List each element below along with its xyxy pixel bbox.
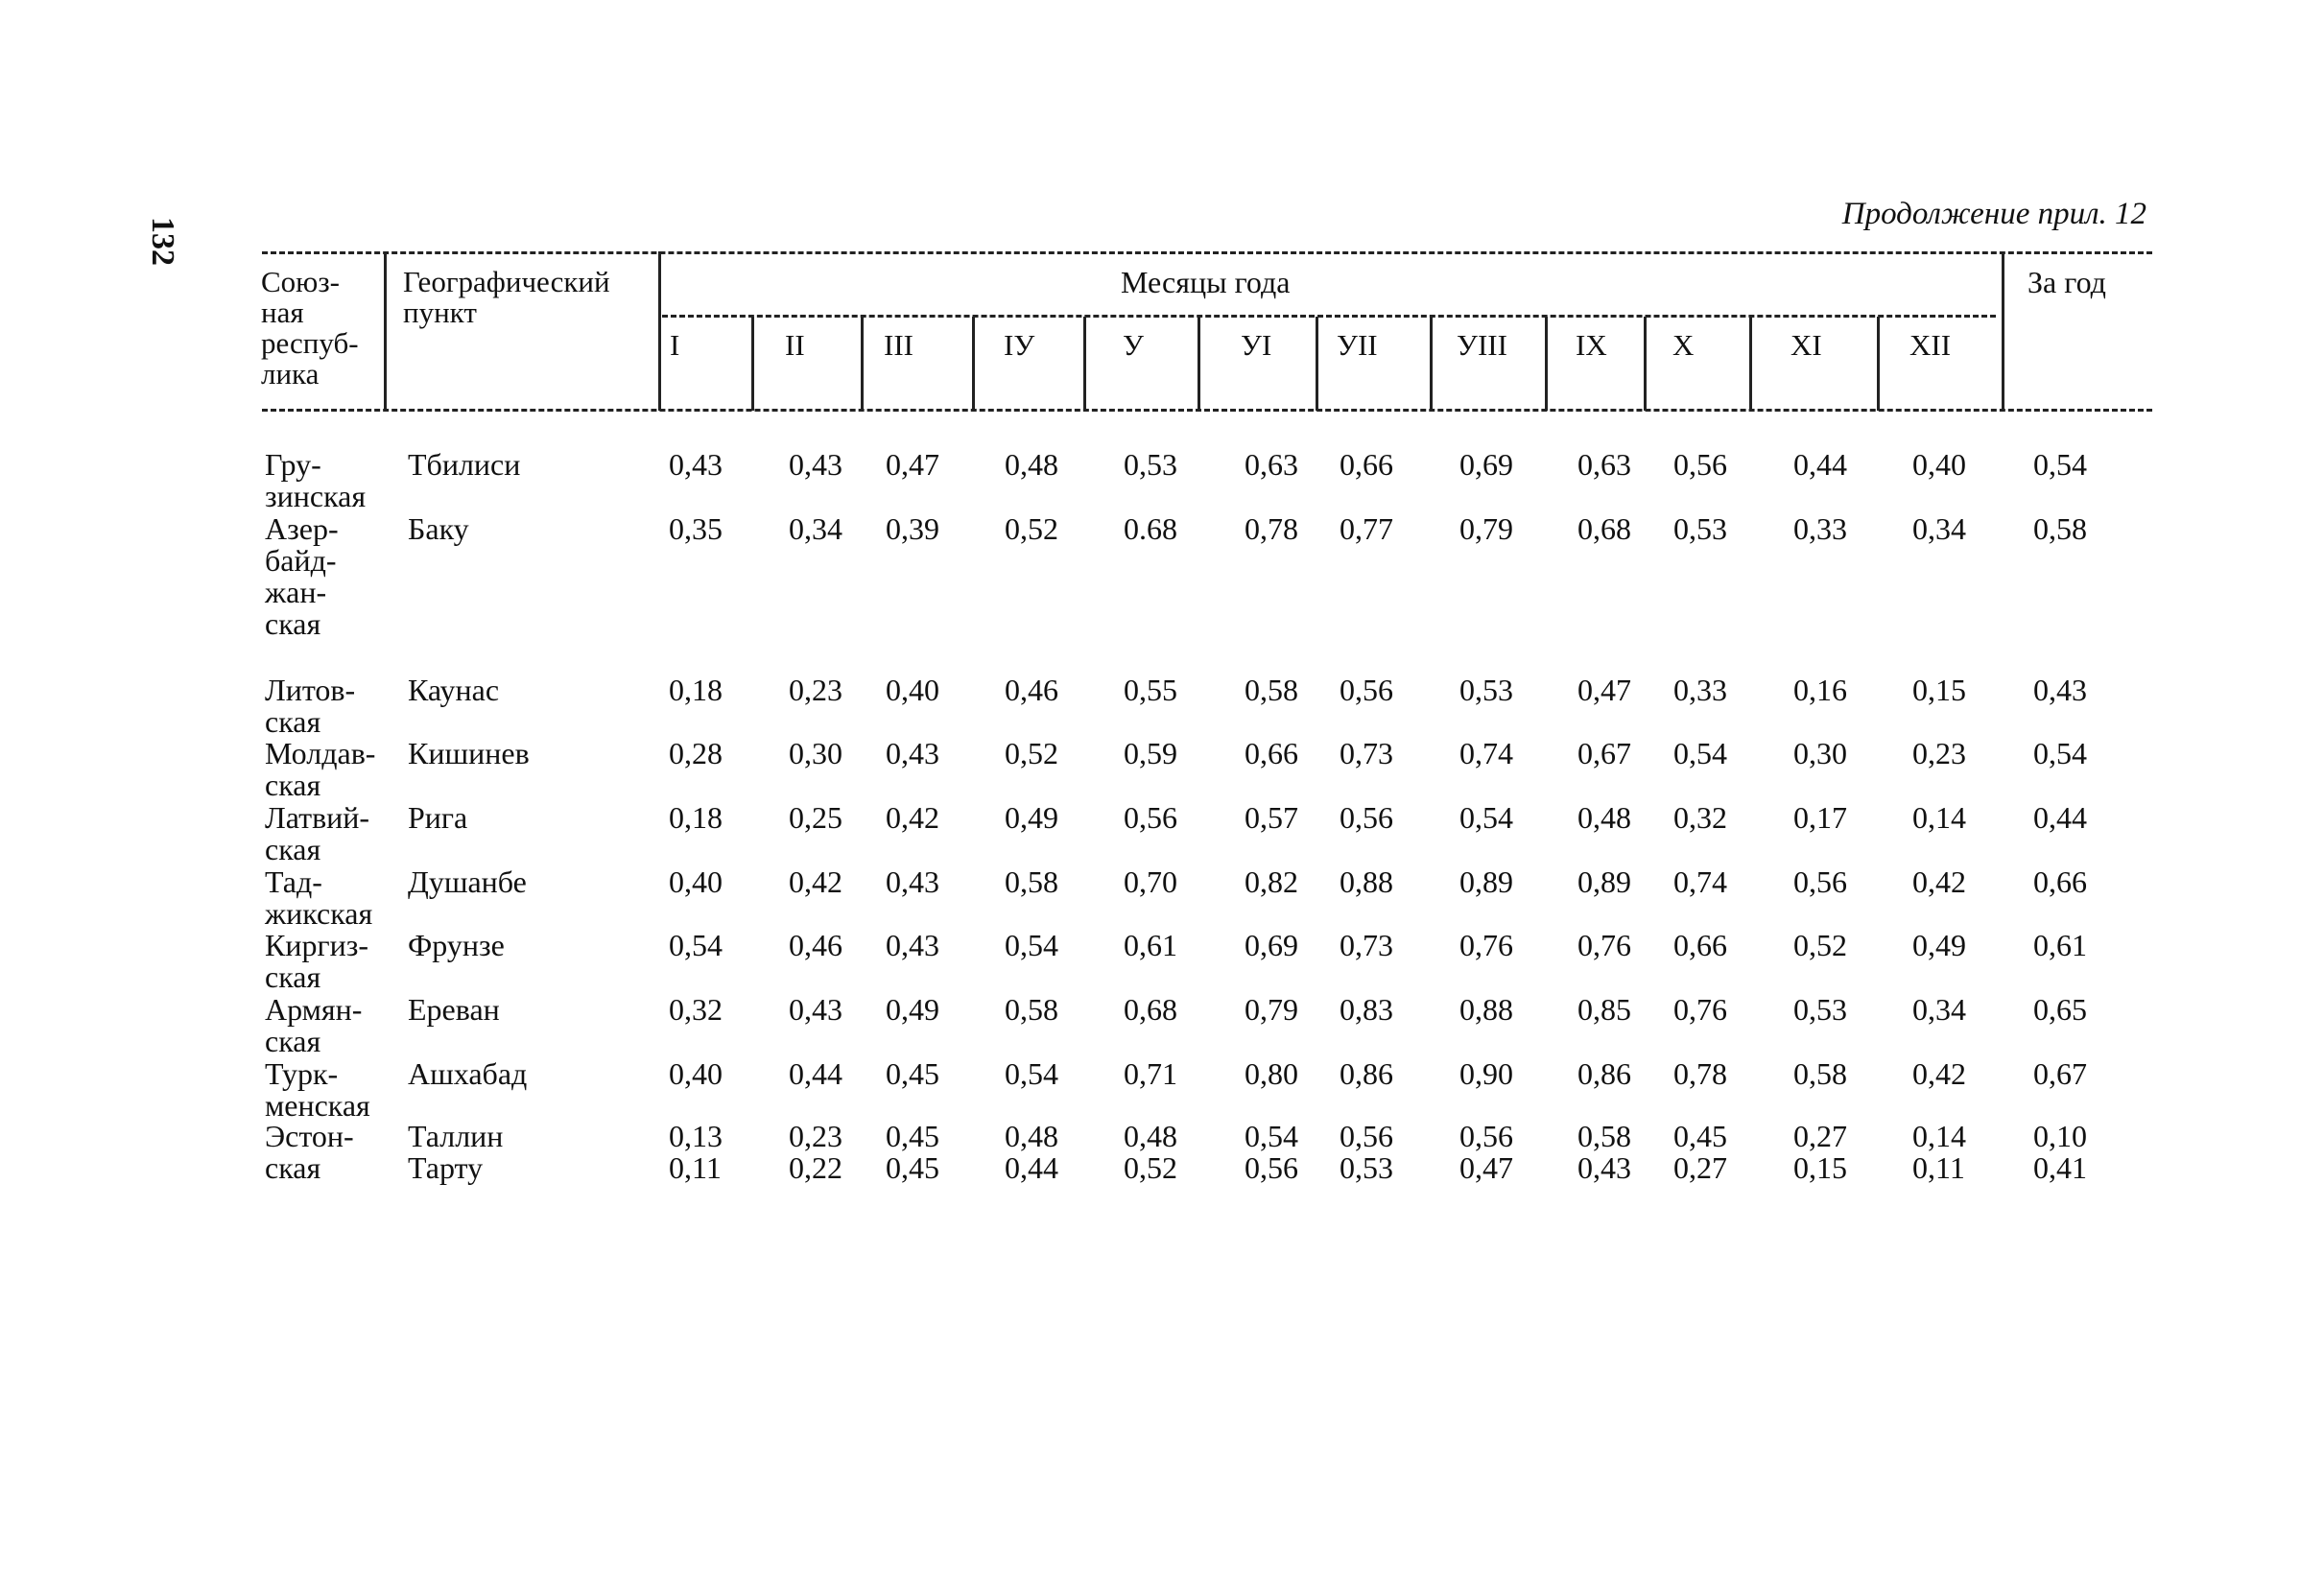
value-cell: 0,53: [1124, 447, 1177, 482]
value-cell: 0,43: [669, 447, 723, 482]
value-cell: 0,77: [1340, 511, 1393, 546]
value-cell: 0,32: [669, 992, 723, 1027]
value-cell: 0,68: [1577, 511, 1631, 546]
value-cell: 0,23: [789, 673, 842, 707]
value-cell: 0,58: [1245, 673, 1298, 707]
month-header: I: [670, 328, 680, 362]
place-cell: Ашхабад: [408, 1056, 528, 1091]
value-cell: 0,48: [1577, 800, 1631, 835]
value-cell: 0,45 0,45: [886, 1119, 939, 1185]
value-cell: 0,56: [1340, 673, 1393, 707]
month-divider: [1644, 317, 1647, 411]
year-cell: 0,66: [2033, 864, 2087, 899]
value-cell: 0,56 0,53: [1340, 1119, 1393, 1185]
year-cell: 0,65: [2033, 992, 2087, 1027]
value-cell: 0,90: [1459, 1056, 1513, 1091]
value-cell: 0,14: [1912, 800, 1966, 835]
month-divider: [751, 317, 754, 411]
value-cell: 0,88: [1459, 992, 1513, 1027]
value-cell: 0,79: [1245, 992, 1298, 1027]
month-divider: [861, 317, 864, 411]
value-cell: 0,66: [1245, 736, 1298, 770]
value-cell: 0,70: [1124, 864, 1177, 899]
value-cell: 0,74: [1459, 736, 1513, 770]
value-cell: 0,17: [1793, 800, 1847, 835]
place-cell: Фрунзе: [408, 928, 505, 962]
value-cell: 0,40: [886, 673, 939, 707]
year-cell: 0,54: [2033, 447, 2087, 482]
place-cell: Кишинев: [408, 736, 530, 770]
value-cell: 0,42: [1912, 1056, 1966, 1091]
continuation-label: Продолжение прил. 12: [1841, 197, 2146, 231]
value-cell: 0,78: [1245, 511, 1298, 546]
value-cell: 0,82: [1245, 864, 1298, 899]
value-cell: 0,53: [1673, 511, 1727, 546]
value-cell: 0.68: [1124, 511, 1177, 546]
value-cell: 0,43: [789, 447, 842, 482]
value-cell: 0,69: [1459, 447, 1513, 482]
value-cell: 0,74: [1673, 864, 1727, 899]
value-cell: 0,53: [1793, 992, 1847, 1027]
value-cell: 0,48: [1005, 447, 1058, 482]
value-cell: 0,27 0,15: [1793, 1119, 1847, 1185]
month-header: XI: [1790, 328, 1822, 362]
header-months-group: Месяцы года: [1121, 265, 1291, 299]
year-cell: 0,10 0,41: [2033, 1119, 2087, 1185]
value-cell: 0,68: [1124, 992, 1177, 1027]
value-cell: 0,86: [1577, 1056, 1631, 1091]
month-header: III: [884, 328, 913, 362]
value-cell: 0,69: [1245, 928, 1298, 962]
month-divider: [972, 317, 975, 411]
year-cell: 0,58: [2033, 511, 2087, 546]
value-cell: 0,54: [1005, 928, 1058, 962]
value-cell: 0,54: [1005, 1056, 1058, 1091]
value-cell: 0,76: [1459, 928, 1513, 962]
value-cell: 0,76: [1673, 992, 1727, 1027]
republic-cell: Молдав- ская: [265, 736, 376, 802]
value-cell: 0,45 0,27: [1673, 1119, 1727, 1185]
value-cell: 0,40: [669, 864, 723, 899]
value-cell: 0,76: [1577, 928, 1631, 962]
value-cell: 0,52: [1793, 928, 1847, 962]
month-header: УII: [1337, 328, 1378, 362]
value-cell: 0,58 0,43: [1577, 1119, 1631, 1185]
value-cell: 0,42: [1912, 864, 1966, 899]
page-number: 132: [145, 217, 180, 266]
place-cell: Ереван: [408, 992, 500, 1027]
month-divider: [1198, 317, 1200, 411]
value-cell: 0,30: [1793, 736, 1847, 770]
value-cell: 0,55: [1124, 673, 1177, 707]
month-header: УIII: [1457, 328, 1507, 362]
value-cell: 0,61: [1124, 928, 1177, 962]
value-cell: 0,46: [1005, 673, 1058, 707]
value-cell: 0,34: [1912, 992, 1966, 1027]
republic-cell: Тад- жикская: [265, 864, 373, 931]
value-cell: 0,56: [1793, 864, 1847, 899]
value-cell: 0,88: [1340, 864, 1393, 899]
value-cell: 0,49: [1005, 800, 1058, 835]
place-cell: Душанбе: [408, 864, 527, 899]
month-divider: [1545, 317, 1548, 411]
value-cell: 0,67: [1577, 736, 1631, 770]
value-cell: 0,40: [669, 1056, 723, 1091]
value-cell: 0,13 0,11: [669, 1119, 723, 1185]
value-cell: 0,54: [1673, 736, 1727, 770]
place-cell: Тбилиси: [408, 447, 521, 482]
value-cell: 0,58: [1005, 992, 1058, 1027]
column-divider: [384, 251, 387, 411]
value-cell: 0,63: [1577, 447, 1631, 482]
value-cell: 0,15: [1912, 673, 1966, 707]
value-cell: 0,66: [1340, 447, 1393, 482]
value-cell: 0,86: [1340, 1056, 1393, 1091]
value-cell: 0,33: [1673, 673, 1727, 707]
value-cell: 0,79: [1459, 511, 1513, 546]
value-cell: 0,47: [1577, 673, 1631, 707]
value-cell: 0,44: [1793, 447, 1847, 482]
month-header: УI: [1241, 328, 1272, 362]
value-cell: 0,48 0,44: [1005, 1119, 1058, 1185]
place-cell: Таллин Тарту: [408, 1119, 504, 1185]
place-cell: Баку: [408, 511, 469, 546]
value-cell: 0,30: [789, 736, 842, 770]
value-cell: 0,18: [669, 800, 723, 835]
value-cell: 0,49: [1912, 928, 1966, 962]
header-place: Географический пункт: [403, 265, 610, 329]
value-cell: 0,52: [1005, 511, 1058, 546]
value-cell: 0,34: [1912, 511, 1966, 546]
month-divider: [1877, 317, 1880, 411]
value-cell: 0,56 0,47: [1459, 1119, 1513, 1185]
value-cell: 0,45: [886, 1056, 939, 1091]
value-cell: 0,54: [1459, 800, 1513, 835]
place-cell: Рига: [408, 800, 468, 835]
value-cell: 0,39: [886, 511, 939, 546]
value-cell: 0,57: [1245, 800, 1298, 835]
month-divider: [1083, 317, 1086, 411]
place-cell: Каунас: [408, 673, 500, 707]
republic-cell: Эстон- ская: [265, 1119, 354, 1185]
value-cell: 0,54 0,56: [1245, 1119, 1298, 1185]
value-cell: 0,89: [1459, 864, 1513, 899]
value-cell: 0,59: [1124, 736, 1177, 770]
value-cell: 0,32: [1673, 800, 1727, 835]
value-cell: 0,73: [1340, 736, 1393, 770]
month-header: II: [785, 328, 805, 362]
republic-cell: Азер- байд- жан- ская: [265, 511, 339, 641]
value-cell: 0,56: [1673, 447, 1727, 482]
value-cell: 0,43: [886, 736, 939, 770]
month-header: IX: [1576, 328, 1607, 362]
value-cell: 0,58: [1005, 864, 1058, 899]
value-cell: 0,34: [789, 511, 842, 546]
year-cell: 0,67: [2033, 1056, 2087, 1091]
value-cell: 0,49: [886, 992, 939, 1027]
header-bottom-rule: [262, 409, 2152, 412]
year-cell: 0,54: [2033, 736, 2087, 770]
month-header: X: [1672, 328, 1695, 362]
value-cell: 0,89: [1577, 864, 1631, 899]
value-cell: 0,47: [886, 447, 939, 482]
value-cell: 0,18: [669, 673, 723, 707]
value-cell: 0,16: [1793, 673, 1847, 707]
republic-cell: Турк- менская: [265, 1056, 370, 1123]
value-cell: 0,46: [789, 928, 842, 962]
value-cell: 0,56: [1340, 800, 1393, 835]
value-cell: 0,33: [1793, 511, 1847, 546]
month-divider: [1316, 317, 1318, 411]
column-divider: [658, 251, 661, 411]
value-cell: 0,83: [1340, 992, 1393, 1027]
header-republic: Союз- ная респуб- лика: [261, 265, 359, 391]
value-cell: 0,14 0,11: [1912, 1119, 1966, 1185]
republic-cell: Киргиз- ская: [265, 928, 369, 994]
month-header: XII: [1909, 328, 1952, 362]
value-cell: 0,44: [789, 1056, 842, 1091]
year-cell: 0,61: [2033, 928, 2087, 962]
value-cell: 0,54: [669, 928, 723, 962]
year-cell: 0,44: [2033, 800, 2087, 835]
month-divider: [1430, 317, 1433, 411]
value-cell: 0,53: [1459, 673, 1513, 707]
republic-cell: Литов- ская: [265, 673, 356, 739]
republic-cell: Армян- ская: [265, 992, 363, 1058]
value-cell: 0,23 0,22: [789, 1119, 842, 1185]
value-cell: 0,71: [1124, 1056, 1177, 1091]
value-cell: 0,63: [1245, 447, 1298, 482]
value-cell: 0,78: [1673, 1056, 1727, 1091]
month-header: IУ: [1004, 328, 1035, 362]
value-cell: 0,42: [886, 800, 939, 835]
value-cell: 0,80: [1245, 1056, 1298, 1091]
value-cell: 0,48 0,52: [1124, 1119, 1177, 1185]
republic-cell: Латвий- ская: [265, 800, 370, 866]
republic-cell: Гру- зинская: [265, 447, 367, 513]
value-cell: 0,25: [789, 800, 842, 835]
table-top-rule: [262, 251, 2152, 254]
value-cell: 0,42: [789, 864, 842, 899]
value-cell: 0,66: [1673, 928, 1727, 962]
value-cell: 0,52: [1005, 736, 1058, 770]
value-cell: 0,85: [1577, 992, 1631, 1027]
value-cell: 0,43: [886, 928, 939, 962]
column-divider: [2002, 251, 2004, 411]
value-cell: 0,43: [886, 864, 939, 899]
year-cell: 0,43: [2033, 673, 2087, 707]
value-cell: 0,35: [669, 511, 723, 546]
header-year: За год: [2028, 265, 2106, 299]
value-cell: 0,23: [1912, 736, 1966, 770]
month-divider: [1749, 317, 1752, 411]
value-cell: 0,58: [1793, 1056, 1847, 1091]
month-header: У: [1123, 328, 1144, 362]
value-cell: 0,56: [1124, 800, 1177, 835]
value-cell: 0,40: [1912, 447, 1966, 482]
value-cell: 0,43: [789, 992, 842, 1027]
value-cell: 0,73: [1340, 928, 1393, 962]
value-cell: 0,28: [669, 736, 723, 770]
